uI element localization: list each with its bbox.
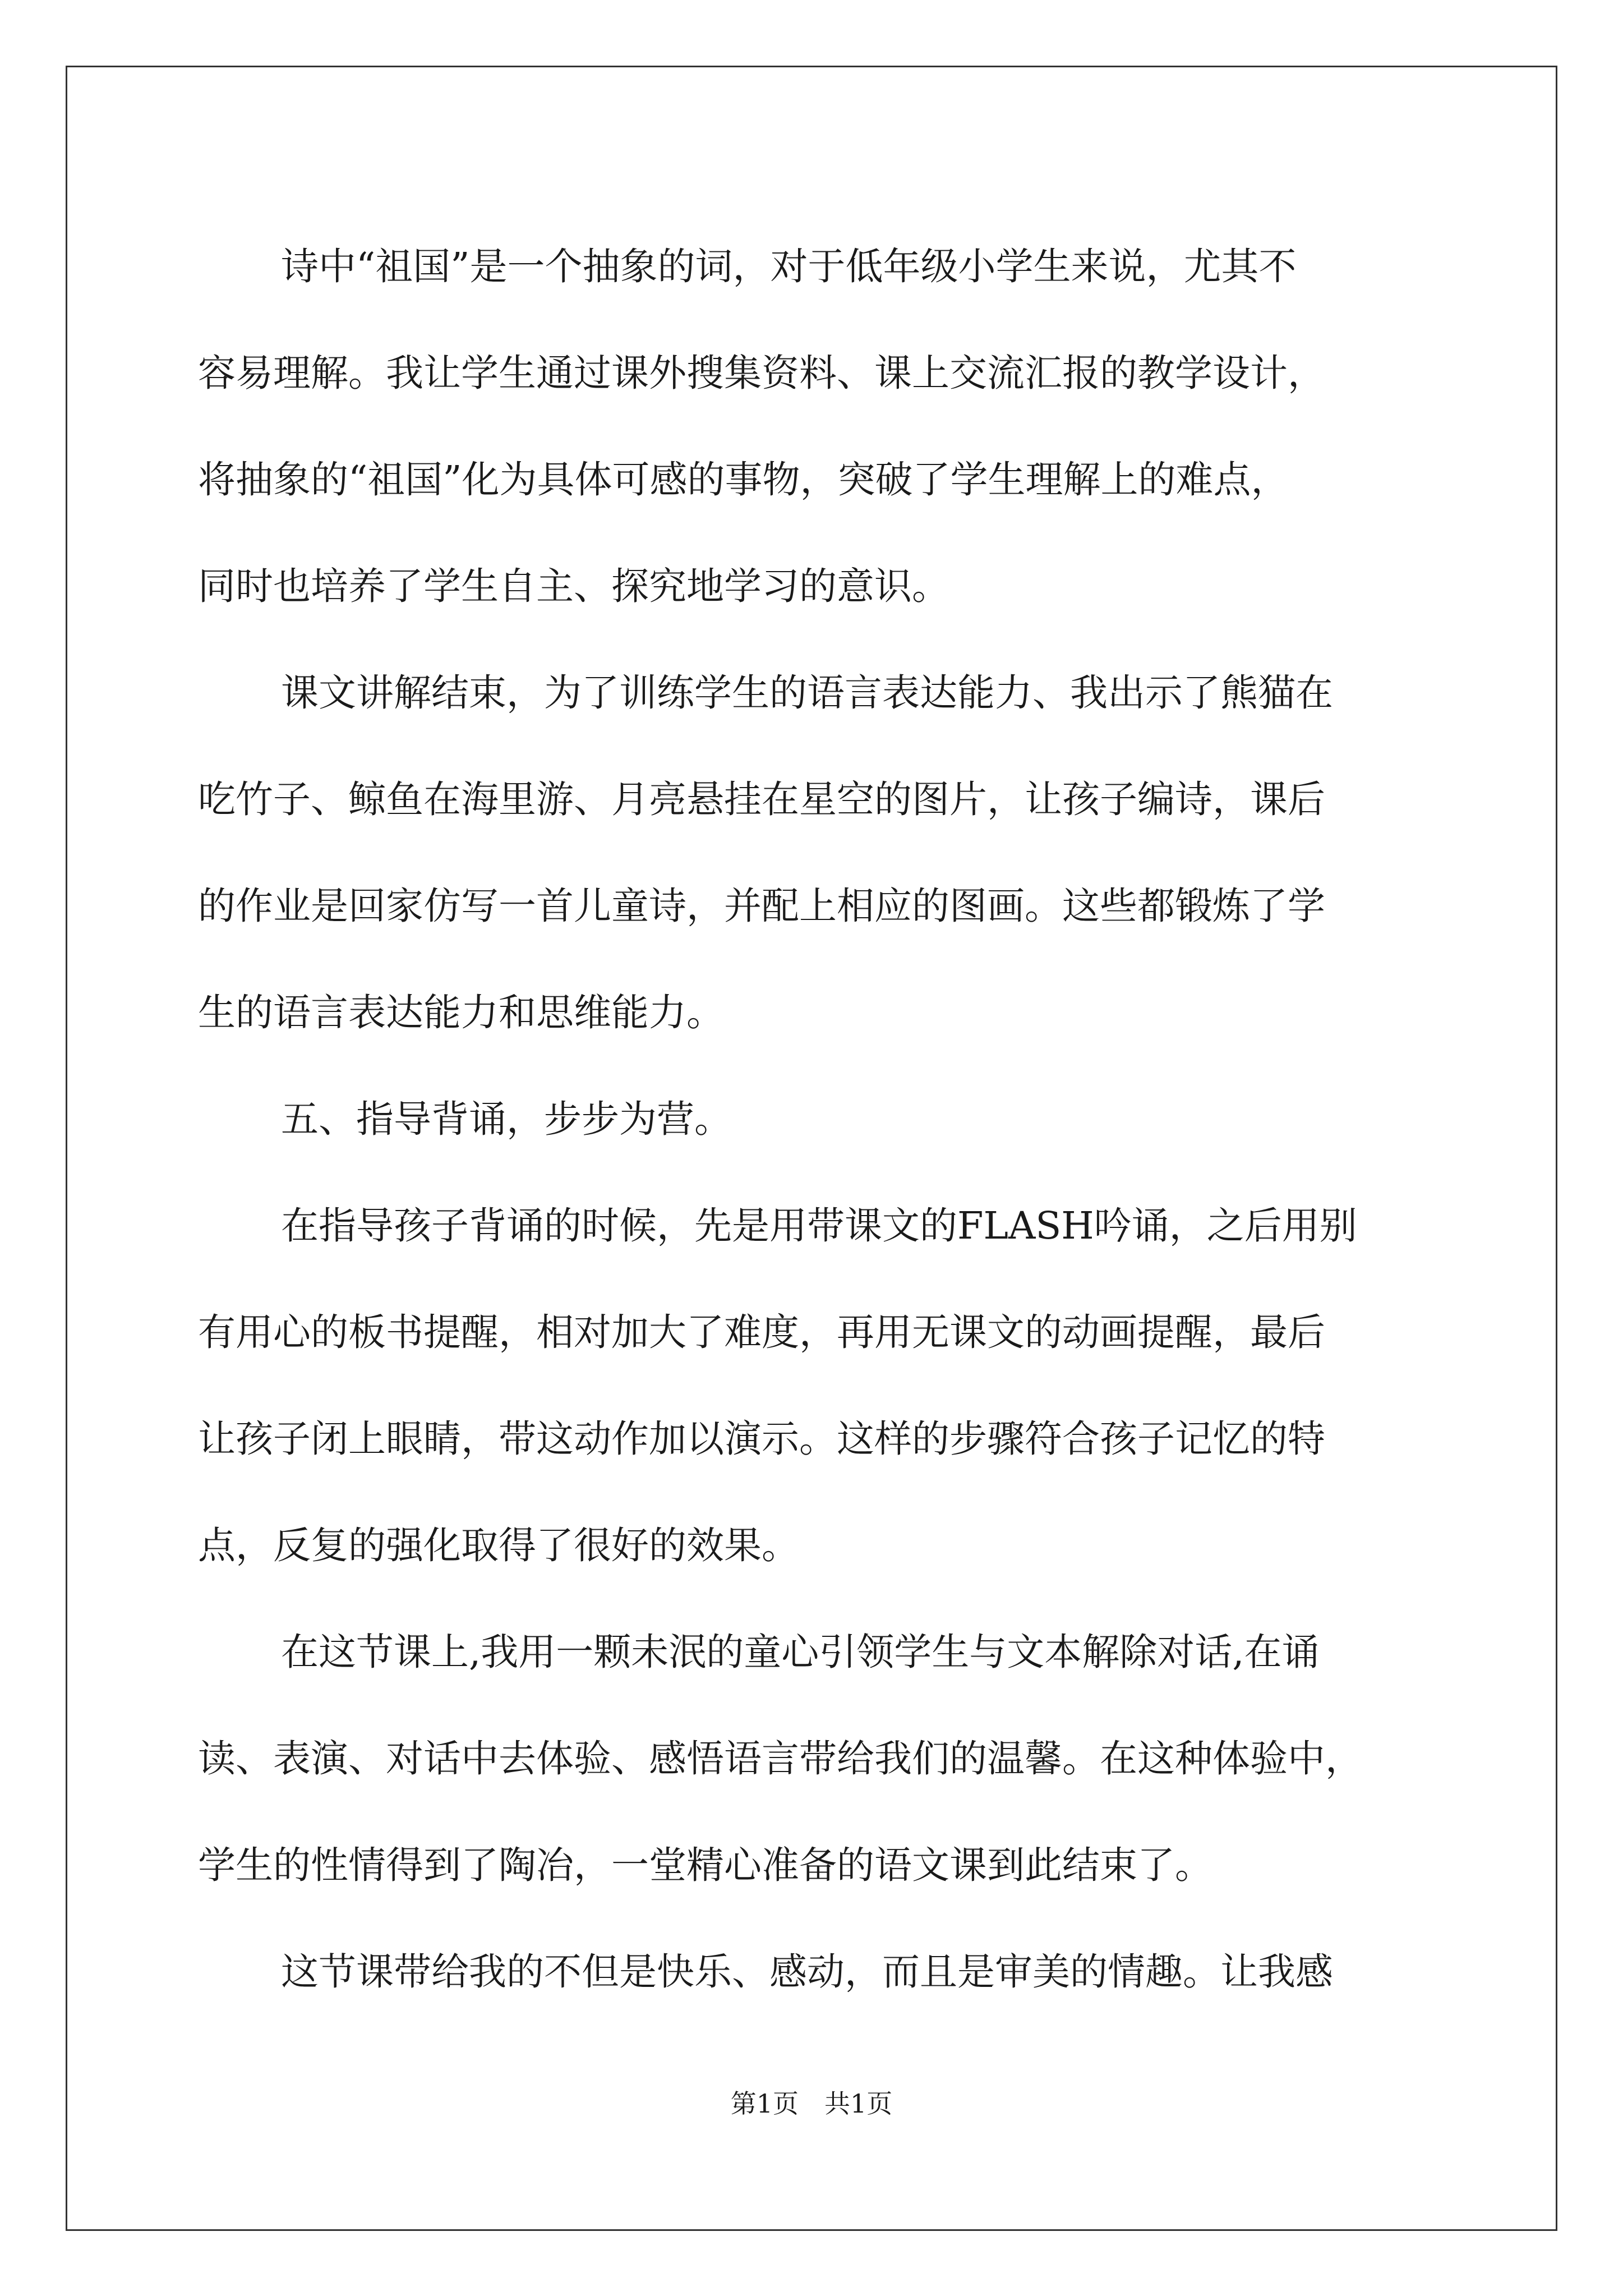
paragraph-1: [198, 213, 1432, 639]
text-line: 将抽象的“祖国”化为具体可感的事物，突破了学生理解上的难点，: [198, 458, 1289, 501]
text-line: 同时也培养了学生自主、探究地学习的意识。: [198, 564, 949, 608]
text-line: 课文讲解结束，为了训练学生的语言表达能力、我出示了熊猫在: [281, 671, 1333, 715]
text-line: 容易理解。我让学生通过课外搜集资料、课上交流汇报的教学设计，: [198, 351, 1325, 395]
text-line: 吃竹子、鲸鱼在海里游、月亮悬挂在星空的图片，让孩子编诗，课后: [198, 777, 1325, 821]
text-line: 学生的性情得到了陶冶，一堂精心准备的语文课到此结束了。: [198, 1843, 1212, 1887]
text-line: 诗中“祖国”是一个抽象的词，对于低年级小学生来说，尤其不: [281, 245, 1297, 288]
text-line: 在指导孩子背诵的时候，先是用带课文的FLASH吟诵，之后用别: [281, 1204, 1357, 1248]
paragraph-5: [198, 1918, 1432, 2025]
text-line: 的作业是回家仿写一首儿童诗，并配上相应的图画。这些都锻炼了学: [198, 884, 1325, 928]
section-heading: [198, 1066, 1432, 1172]
paragraph-3: [198, 1172, 1432, 1599]
document-body: [198, 213, 1432, 2025]
text-line: 点，反复的强化取得了很好的效果。: [198, 1524, 799, 1567]
text-line: 在这节课上,我用一颗未泯的童心引领学生与文本解除对话,在诵: [281, 1630, 1320, 1674]
paragraph-2: [198, 639, 1432, 1066]
page-number-footer: 第1页 共1页: [730, 2088, 893, 2119]
text-line: 生的语言表达能力和思维能力。: [198, 991, 724, 1034]
text-line: 让孩子闭上眼睛，带这动作加以演示。这样的步骤符合孩子记忆的特: [198, 1417, 1325, 1461]
paragraph-4: [198, 1599, 1432, 1918]
text-line: 有用心的板书提醒，相对加大了难度，再用无课文的动画提醒，最后: [198, 1310, 1325, 1354]
text-line: 读、表演、对话中去体验、感悟语言带给我们的温馨。在这种体验中，: [198, 1737, 1363, 1780]
text-line: 五、指导背诵，步步为营。: [281, 1097, 732, 1141]
text-line: 这节课带给我的不但是快乐、感动，而且是审美的情趣。让我感: [281, 1950, 1333, 1994]
